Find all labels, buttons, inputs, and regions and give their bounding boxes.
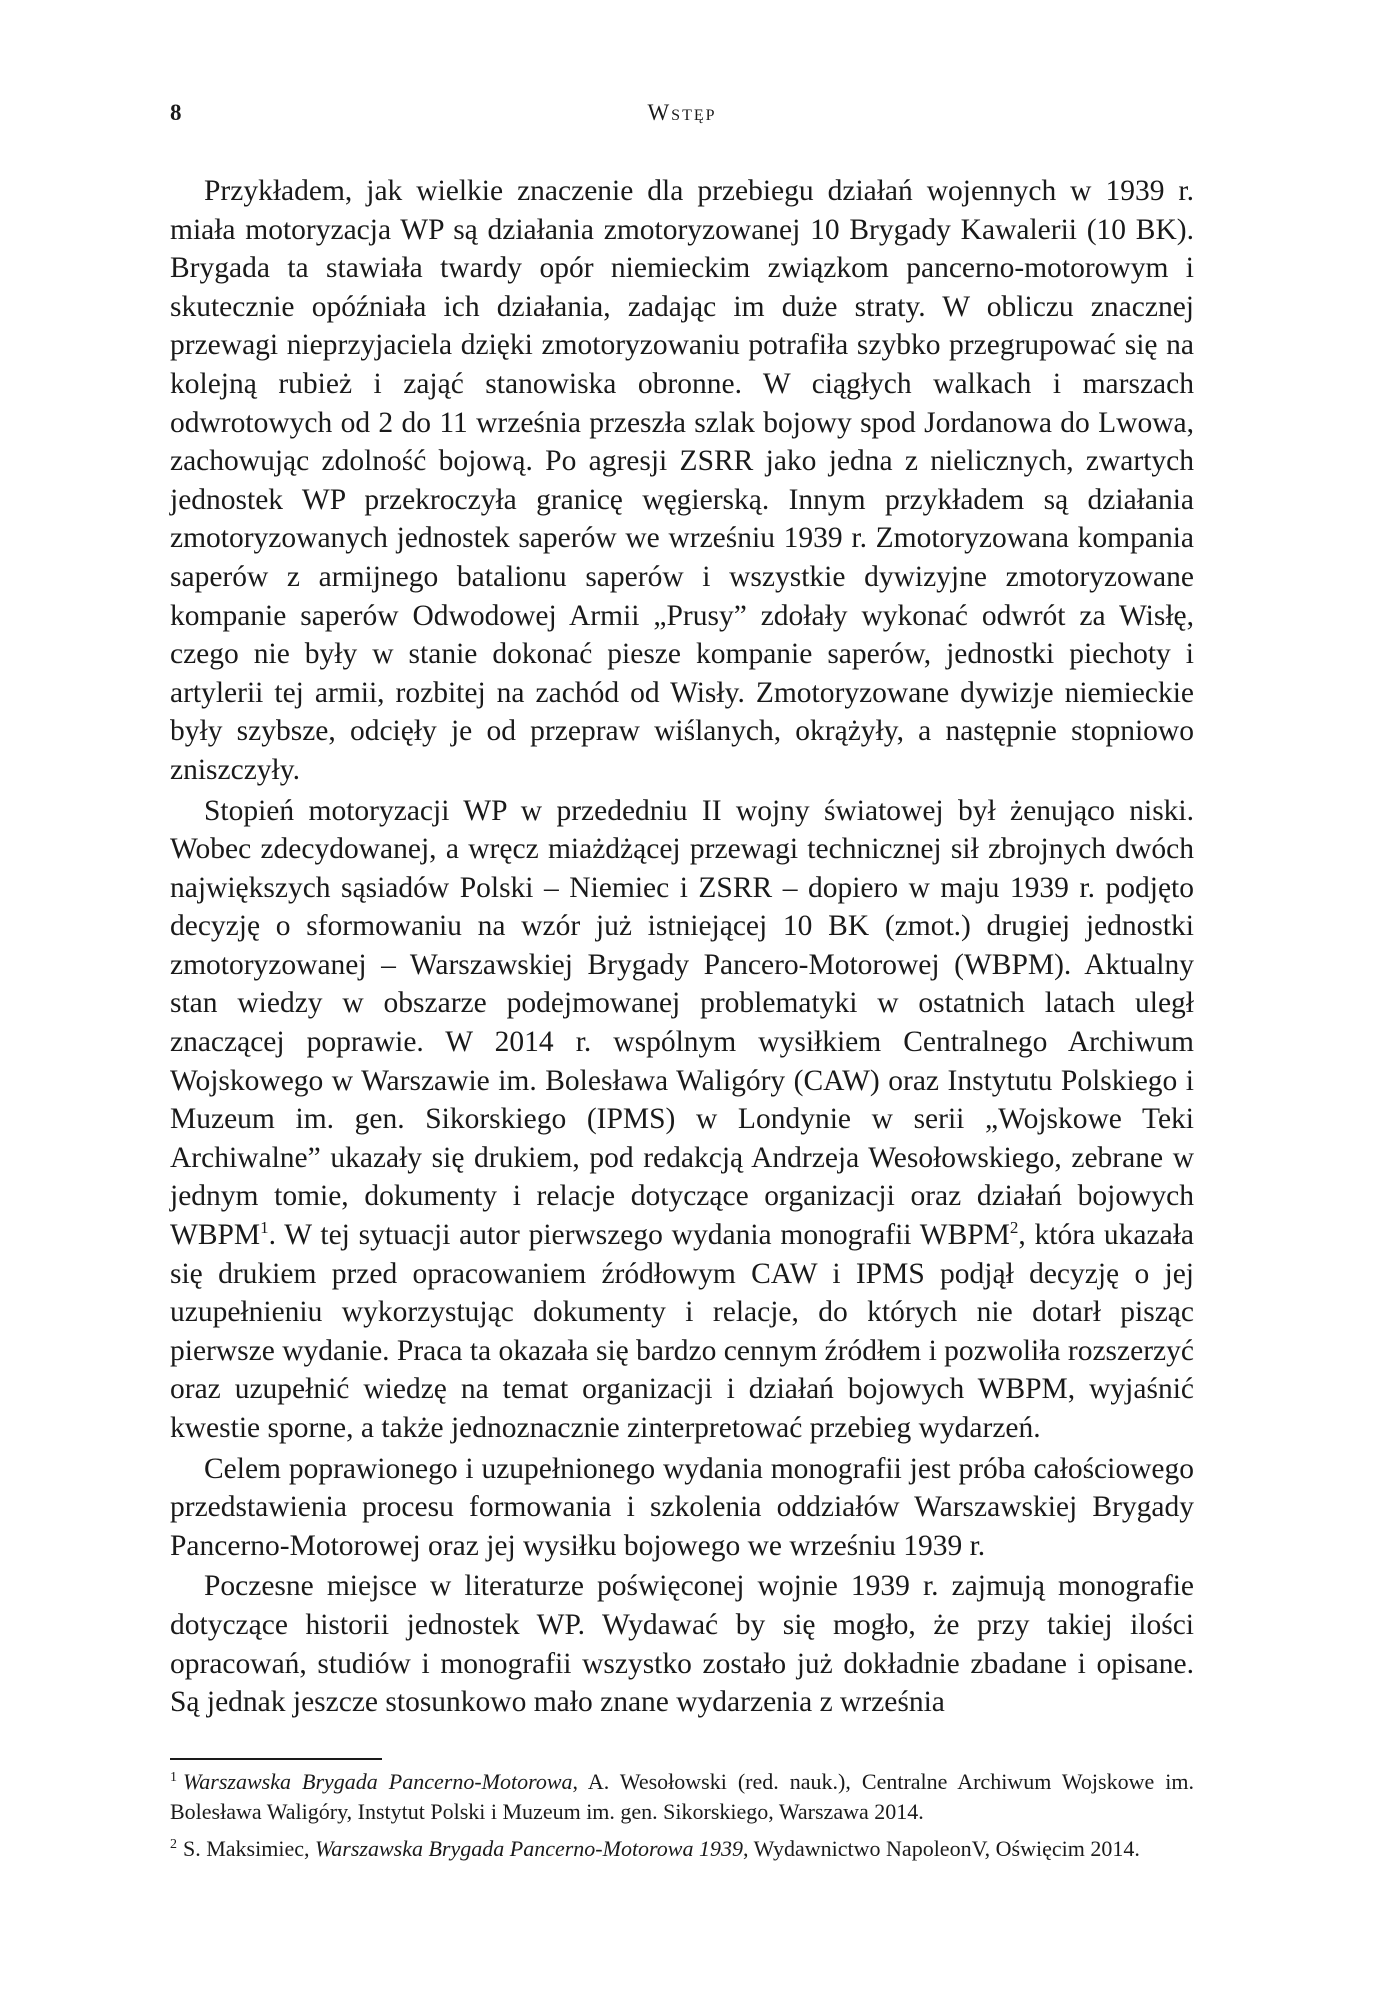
running-title: Wstęp (647, 100, 717, 125)
footnote-ref-2[interactable]: 2 (1009, 1218, 1019, 1238)
footnote-2 (170, 1834, 1194, 1864)
footnote-1-number: 1 (170, 1769, 177, 1785)
footnote-ref-1[interactable]: 1 (260, 1218, 269, 1238)
footnote-2-title: Warszawska Brygada Pancerno-Motorowa 1939 (315, 1836, 743, 1861)
paragraph-2-part-b: . W tej sytuacji autor pierwszego wydania monografii WBPM (268, 1219, 1010, 1252)
page-header (170, 100, 1194, 140)
footnote-2-number: 2 (170, 1836, 177, 1852)
paragraph-4: Poczesne miejsce w literaturze poświęconej wojnie 1939 r. zajmują monografie dotyczące historii jednostek WP. Wydawać by się mogło, że przy takiej ilości opracowań, studiów i monografii wszystko zostało już dokładnie zbadane i opisane. Są jednak jeszcze stosunkowo mało znane wydarzenia z września (170, 1570, 1194, 1719)
footnote-1 (170, 1767, 1194, 1827)
footnote-rule (170, 1758, 382, 1760)
page-number: 8 (170, 100, 182, 125)
paragraph-2-part-c: , która ukazała się drukiem przed opracowaniem źródłowym CAW i IPMS podjął decyzję o jej uzupełnieniu wykorzystując dokumenty i relacje, do których nie dotarł pisząc pierwsze wydanie. Praca ta okazała się bardzo cennym źródłem i pozwoliła rozszerzyć oraz uzupełnić wiedzę na temat organizacji i działań bojowych WBPM, wyjaśnić kwestie sporne, a także jednoznacznie zinterpretować przebieg wydarzeń. (170, 1219, 1195, 1444)
footnote-2-author: S. Maksimiec, (183, 1836, 315, 1861)
footnote-1-text: , A. Wesołowski (red. nauk.), Centralne Archiwum Wojskowe im. Bolesława Waligóry, Instytut Polski i Muzeum im. gen. Sikorskiego, Warszawa 2014. (170, 1769, 1195, 1824)
paragraph-1: Przykładem, jak wielkie znaczenie dla przebiegu działań wojennych w 1939 r. miała motoryzacja WP są działania zmotoryzowanej 10 Brygady Kawalerii (10 BK). Brygada ta stawiała twardy opór niemieckim związkom pancerno-motorowym i skutecznie opóźniała ich działania, zadając im duże straty. W obliczu znacznej przewagi nieprzyjaciela dzięki zmotoryzowaniu potrafiła szybko przegrupować się na kolejną rubież i zająć stanowiska obronne. W ciągłych walkach i marszach odwrotowych od 2 do 11 września przeszła szlak bojowy spod Jordanowa do Lwowa, zachowując zdolność bojową. Po agresji ZSRR jako jedna z nielicznych, zwartych jednostek WP przekroczyła granicę węgierską. Innym przykładem są działania zmotoryzowanych jednostek saperów we wrześniu 1939 r. Zmotoryzowana kompania saperów z armijnego batalionu saperów i wszystkie dywizyjne zmotoryzowane kompanie saperów Odwodowej Armii „Prusy” zdołały wykonać odwrót za Wisłę, czego nie były w stanie dokonać piesze kompanie saperów, jednostki piechoty i artylerii tej armii, rozbitej na zachód od Wisły. Zmotoryzowane dywizje niemieckie były szybsze, odcięły je od przepraw wiślanych, okrążyły, a następnie stopniowo zniszczyły. (170, 175, 1194, 786)
footnote-1-title: Warszawska Brygada Pancerno-Motorowa (183, 1769, 573, 1794)
footnotes (170, 1767, 1194, 1871)
footnote-2-text: , Wydawnictwo NapoleonV, Oświęcim 2014. (742, 1836, 1140, 1861)
paragraph-2 (170, 792, 1194, 1448)
paragraph-2-part-a: Stopień motoryzacji WP w przededniu II wojny światowej był żenująco niski. Wobec zdecydowanej, a wręcz miażdżącej przewagi technicznej sił zbrojnych dwóch największych sąsiadów Polski – Niemiec i ZSRR – dopiero w maju 1939 r. podjęto decyzję o sformowaniu na wzór już istniejącej 10 BK (zmot.) drugiej jednostki zmotoryzowanej – Warszawskiej Brygady Pancero-Motorowej (WBPM). Aktualny stan wiedzy w obszarze podejmowanej problematyki w ostatnich latach uległ znaczącej poprawie. W 2014 r. wspólnym wysiłkiem Centralnego Archiwum Wojskowego w Warszawie im. Bolesława Waligóry (CAW) oraz Instytutu Polskiego i Muzeum im. gen. Sikorskiego (IPMS) w Londynie w serii „Wojskowe Teki Archiwalne” ukazały się drukiem, pod redakcją Andrzeja Wesołowskiego, zebrane w jednym tomie, dokumenty i relacje dotyczące organizacji oraz działań bojowych WBPM (170, 794, 1194, 1252)
paragraph-3: Celem poprawionego i uzupełnionego wydania monografii jest próba całościowego przedstawienia procesu formowania i szkolenia oddziałów Warszawskiej Brygady Pancerno-Motorowej oraz jej wysiłku bojowego we wrześniu 1939 r. (170, 1452, 1194, 1562)
body-text (170, 172, 1194, 1722)
